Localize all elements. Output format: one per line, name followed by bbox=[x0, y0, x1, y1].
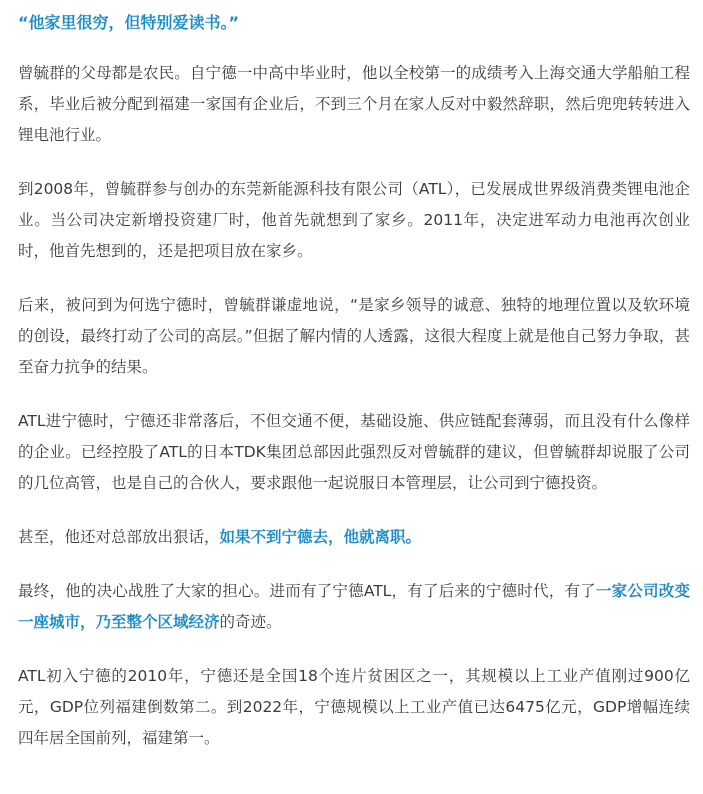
paragraph-6-highlight: 一家公司改变一座城市，乃至整个区域经济 bbox=[18, 582, 690, 631]
paragraph-5-highlight: 如果不到宁德去，他就离职。 bbox=[219, 528, 422, 546]
paragraph-5-text: 甚至，他还对总部放出狠话， bbox=[18, 528, 220, 546]
article-body bbox=[18, 12, 690, 777]
paragraph-6 bbox=[18, 576, 690, 638]
paragraph-2: 到2008年，曾毓群参与创办的东莞新能源科技有限公司（ATL），已发展成世界级消费类锂电池企业。当公司决定新增投资建厂时，他首先就想到了家乡。2011年，决定进军动力电池再次创业时，他首先想到的，还是把项目放在家乡。 bbox=[18, 180, 690, 260]
quote-heading: “他家里很穷，但特别爱读书。” bbox=[18, 13, 240, 32]
paragraph-4: ATL进宁德时，宁德还非常落后，不但交通不便，基础设施、供应链配套薄弱，而且没有什么像样的企业。已经控股了ATL的日本TDK集团总部因此强烈反对曾毓群的建议，但曾毓群却说服了公司的几位高管，也是自己的合伙人，要求跟他一起说服日本管理层，让公司到宁德投资。 bbox=[18, 412, 690, 492]
paragraph-7: ATL初入宁德的2010年，宁德还是全国18个连片贫困区之一，其规模以上工业产值刚过900亿元，GDP位列福建倒数第二。到2022年，宁德规模以上工业产值已达6475亿元，GDP增幅连续四年居全国前列，福建第一。 bbox=[18, 667, 690, 747]
paragraph-5 bbox=[18, 522, 690, 553]
paragraph-6-tail: 的奇迹。 bbox=[219, 613, 282, 631]
paragraph-6-text: 最终，他的决心战胜了大家的担心。进而有了宁德ATL，有了后来的宁德时代，有了 bbox=[18, 582, 596, 600]
paragraph-3: 后来，被问到为何选宁德时，曾毓群谦虚地说，“是家乡领导的诚意、独特的地理位置以及软环境的创设，最终打动了公司的高层。”但据了解内情的人透露，这很大程度上就是他自己努力争取，甚至奋力抗争的结果。 bbox=[18, 296, 690, 376]
paragraph-1: 曾毓群的父母都是农民。自宁德一中高中毕业时，他以全校第一的成绩考入上海交通大学船舶工程系，毕业后被分配到福建一家国有企业后，不到三个月在家人反对中毅然辞职，然后兜兜转转进入锂电池行业。 bbox=[18, 64, 690, 144]
